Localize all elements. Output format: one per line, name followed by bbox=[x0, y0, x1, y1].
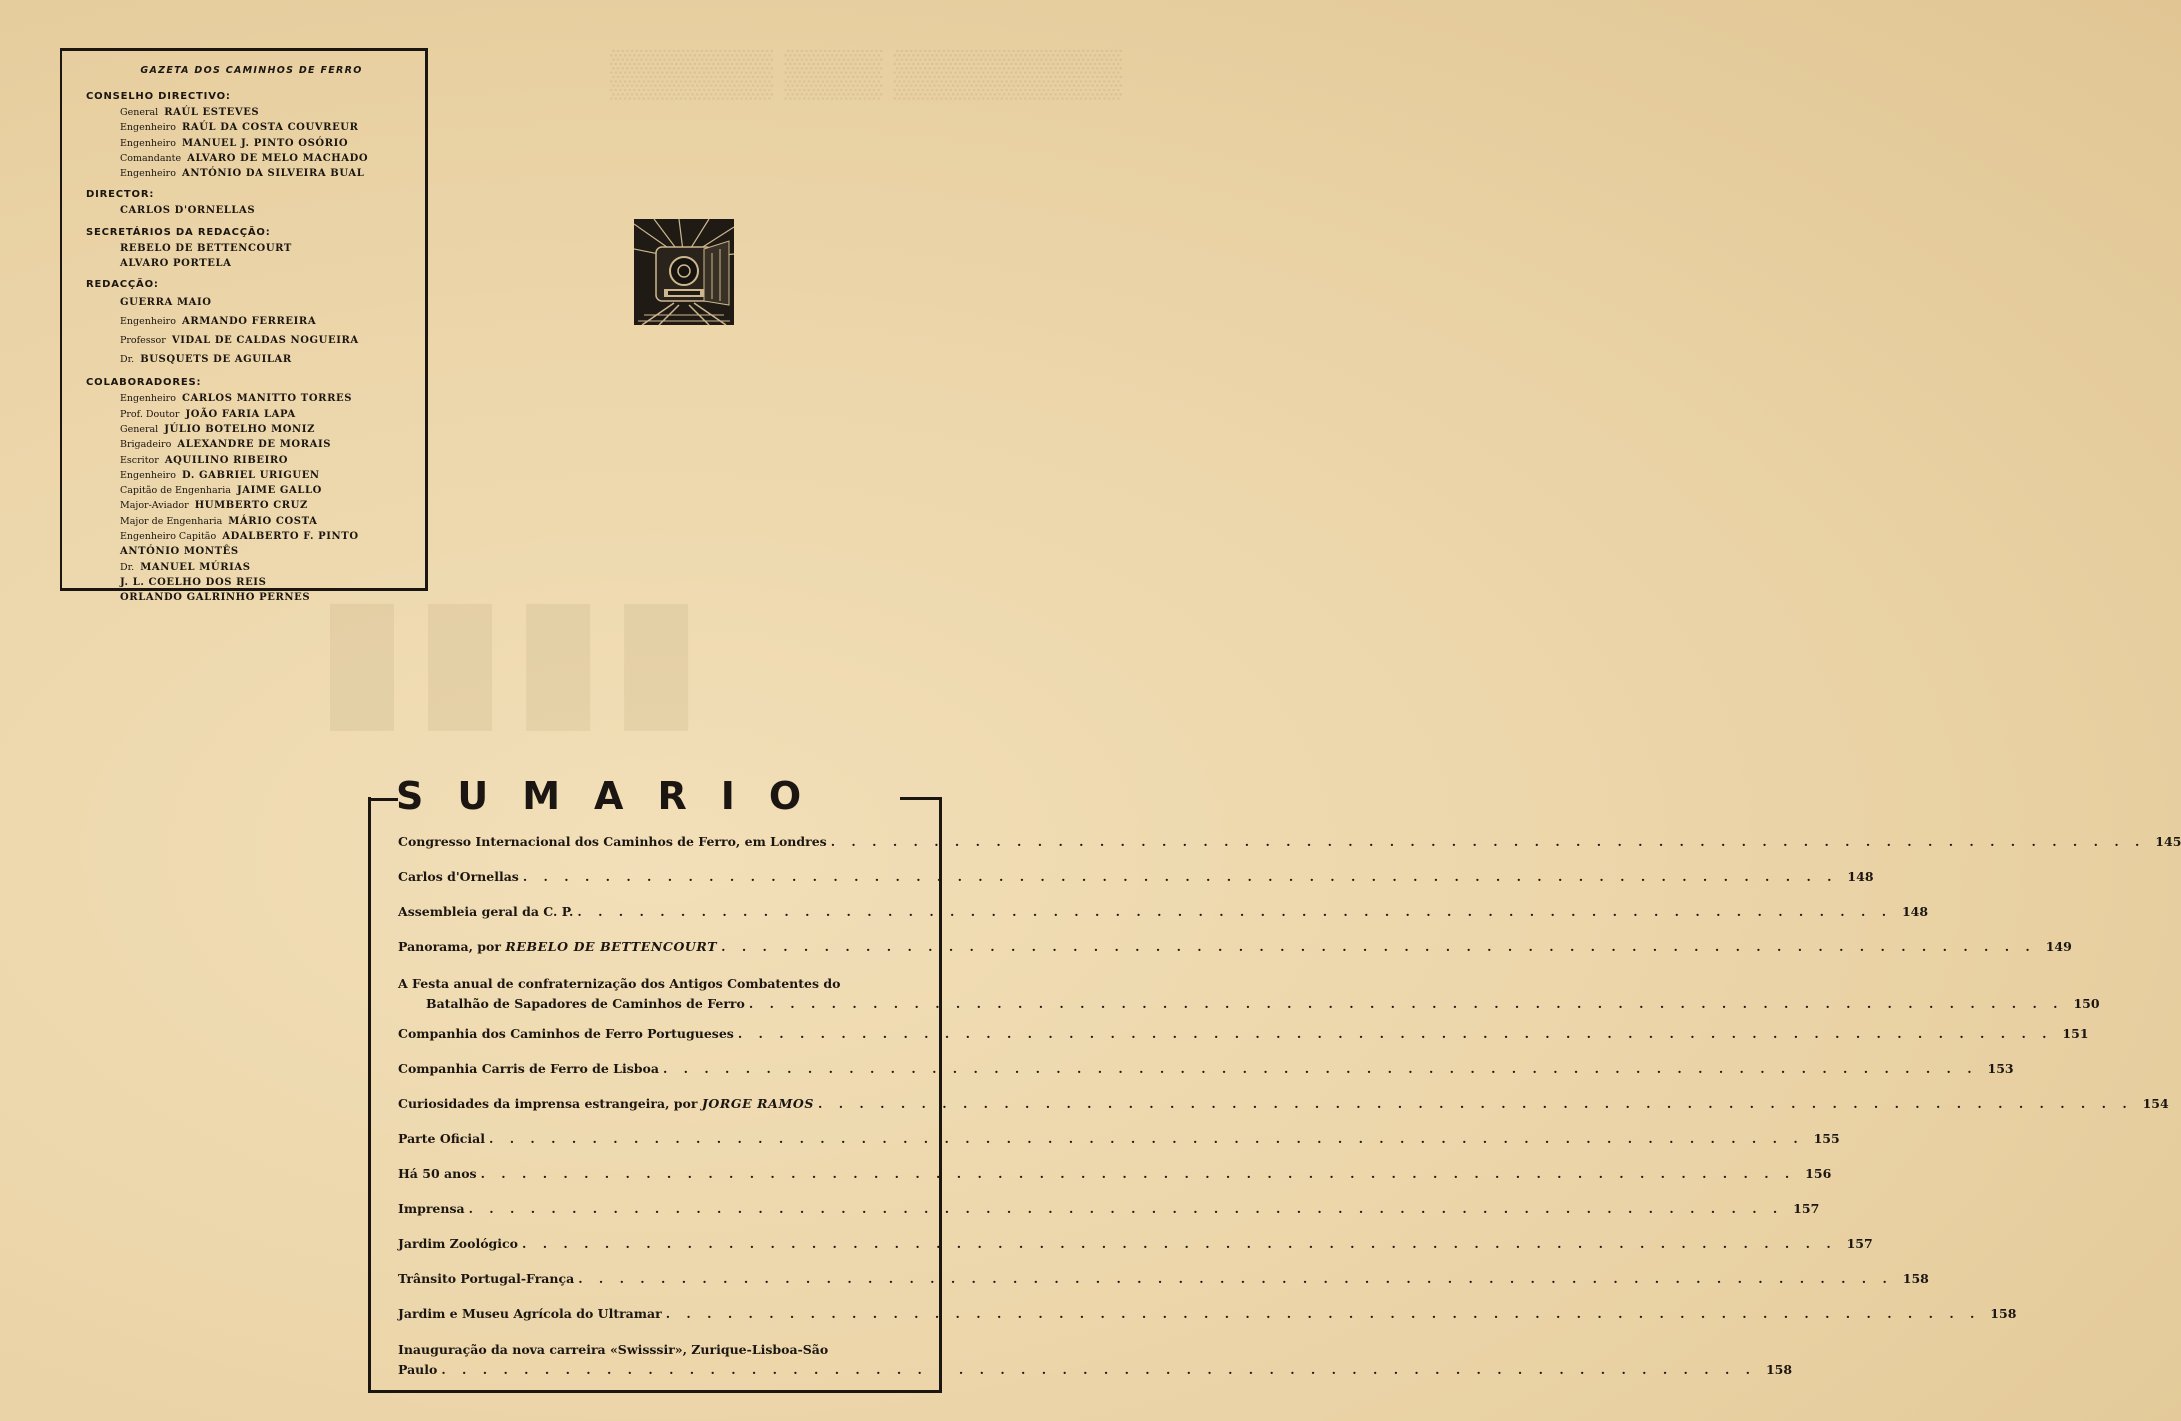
toc-entry bbox=[398, 1304, 2017, 1324]
person-name: MANUEL MÚRIAS bbox=[140, 561, 251, 573]
toc-entry-title: Imprensa bbox=[398, 1201, 465, 1216]
person-name: JÚLIO BOTELHO MONIZ bbox=[164, 423, 315, 435]
board-person bbox=[120, 151, 417, 166]
toc-dot-leader bbox=[523, 867, 1838, 887]
toc-page-number: 150 bbox=[2073, 996, 2100, 1011]
board-person bbox=[120, 120, 417, 135]
board-section-label: CONSELHO DIRECTIVO: bbox=[86, 91, 231, 102]
toc-entry-author: REBELO DE BETTENCOURT bbox=[505, 939, 718, 954]
person-role: Capitão de Engenharia bbox=[120, 485, 237, 497]
toc-entry bbox=[398, 1059, 2014, 1079]
board-person bbox=[120, 560, 417, 575]
toc-dot-leader bbox=[578, 1269, 1893, 1289]
person-name: ALVARO DE MELO MACHADO bbox=[187, 152, 369, 164]
toc-page-number: 149 bbox=[2045, 939, 2072, 954]
toc-entry bbox=[398, 1024, 2089, 1044]
toc-entry bbox=[398, 1199, 1820, 1219]
toc-dot-leader bbox=[577, 902, 1892, 922]
toc-entry-title: Jardim e Museu Agrícola do Ultramar bbox=[398, 1306, 662, 1321]
person-name: RAÚL ESTEVES bbox=[164, 107, 260, 118]
person-name: AQUILINO RIBEIRO bbox=[164, 454, 289, 466]
board-people-list bbox=[120, 293, 417, 369]
toc-entry-title-cont: Batalhão de Sapadores de Caminhos de Ferro bbox=[426, 996, 745, 1011]
toc-dot-leader bbox=[481, 1164, 1796, 1184]
board-person bbox=[120, 590, 417, 605]
toc-entry-title: Companhia Carris de Ferro de Lisboa bbox=[398, 1061, 659, 1076]
board-person bbox=[120, 293, 417, 312]
person-role: Engenheiro bbox=[120, 122, 182, 134]
board-person bbox=[120, 468, 417, 483]
person-name: JOÃO FARIA LAPA bbox=[185, 408, 296, 420]
board-person bbox=[120, 514, 417, 529]
toc-entry-title: A Festa anual de confraternização dos Antigos Combatentes do bbox=[398, 976, 841, 991]
toc-entry-title: Carlos d'Ornellas bbox=[398, 869, 519, 884]
summary-heading bbox=[368, 774, 942, 818]
board-section bbox=[86, 90, 417, 181]
toc-dot-leader bbox=[441, 1360, 1756, 1380]
summary-title: SUMARIO bbox=[396, 774, 836, 818]
toc-entry bbox=[398, 902, 1929, 922]
toc-entry bbox=[398, 1340, 1793, 1380]
editorial-board-box bbox=[60, 48, 428, 604]
toc-dot-leader bbox=[522, 1234, 1837, 1254]
board-sections bbox=[86, 90, 417, 606]
board-person bbox=[120, 136, 417, 151]
toc-page-number: 148 bbox=[1847, 869, 1874, 884]
person-role: Prof. Doutor bbox=[120, 408, 186, 420]
person-name: J. L. COELHO DOS REIS bbox=[120, 576, 267, 588]
toc-page-number: 158 bbox=[1902, 1271, 1929, 1286]
person-name: ADALBERTO F. PINTO bbox=[222, 531, 359, 543]
board-person bbox=[120, 166, 417, 181]
toc-dot-leader bbox=[749, 994, 2064, 1014]
board-people-list bbox=[120, 203, 417, 218]
board-people-list bbox=[120, 241, 417, 272]
board-person bbox=[120, 105, 417, 120]
person-name: JAIME GALLO bbox=[236, 485, 322, 497]
toc-entry bbox=[398, 1129, 1840, 1149]
board-person bbox=[120, 544, 417, 559]
person-role: Engenheiro Capitão bbox=[120, 531, 223, 543]
board-section bbox=[86, 188, 417, 218]
toc-dot-leader bbox=[663, 1059, 1978, 1079]
bleed-through-masthead: ▒▒▒▒▒ ▒▒▒ ▒▒▒▒▒▒▒ bbox=[610, 47, 1122, 98]
toc-entry-title: Panorama, por REBELO DE BETTENCOURT bbox=[398, 939, 718, 954]
toc-dot-leader bbox=[721, 937, 2036, 957]
toc-page-number: 157 bbox=[1846, 1236, 1873, 1251]
person-role: Comandante bbox=[120, 152, 188, 164]
toc-entry-title: Curiosidades da imprensa estrangeira, por JORGE RAMOS bbox=[398, 1096, 815, 1111]
locomotive-logo-icon bbox=[634, 219, 734, 325]
bleed-through-year: ▮▮▮▮ bbox=[318, 566, 711, 744]
board-people-list bbox=[120, 105, 417, 181]
board-person bbox=[120, 391, 417, 406]
toc-entry bbox=[398, 1234, 1873, 1254]
person-role: Dr. bbox=[120, 354, 141, 366]
toc-dot-leader bbox=[818, 1094, 2133, 1114]
board-person bbox=[120, 241, 417, 256]
board-person bbox=[120, 256, 417, 271]
person-name: ANTÓNIO DA SILVEIRA BUAL bbox=[181, 168, 365, 180]
board-person bbox=[120, 483, 417, 498]
toc-entry bbox=[398, 937, 2072, 957]
toc-page-number: 155 bbox=[1813, 1131, 1840, 1146]
board-person bbox=[120, 529, 417, 544]
person-role: Escritor bbox=[120, 454, 165, 466]
toc-dot-leader bbox=[831, 832, 2146, 852]
person-role: Major-Aviador bbox=[120, 500, 195, 512]
person-name: ARMANDO FERREIRA bbox=[181, 316, 317, 328]
person-role: Professor bbox=[120, 335, 172, 347]
toc-dot-leader bbox=[469, 1199, 1784, 1219]
board-person bbox=[120, 575, 417, 590]
toc-entry-title: Há 50 anos bbox=[398, 1166, 477, 1181]
toc-page-number: 158 bbox=[1990, 1306, 2017, 1321]
toc-page-number: 154 bbox=[2142, 1096, 2169, 1111]
board-section bbox=[86, 278, 417, 369]
person-name: ALEXANDRE DE MORAIS bbox=[177, 439, 332, 451]
board-person bbox=[120, 407, 417, 422]
person-name: D. GABRIEL URIGUEN bbox=[181, 469, 320, 481]
person-role: Engenheiro bbox=[120, 316, 182, 328]
toc-page-number: 156 bbox=[1805, 1166, 1832, 1181]
toc-entry-title: Companhia dos Caminhos de Ferro Portugueses bbox=[398, 1026, 734, 1041]
board-person bbox=[120, 312, 417, 331]
person-role: Brigadeiro bbox=[120, 439, 178, 451]
person-name: REBELO DE BETTENCOURT bbox=[120, 242, 292, 254]
person-name: RAÚL DA COSTA COUVREUR bbox=[181, 122, 359, 134]
toc-entry-author: JORGE RAMOS bbox=[701, 1096, 815, 1111]
board-section-label: REDACÇÃO: bbox=[86, 279, 159, 291]
toc-dot-leader bbox=[666, 1304, 1981, 1324]
board-person bbox=[120, 350, 417, 369]
toc-dot-leader bbox=[738, 1024, 2053, 1044]
toc-page-number: 148 bbox=[1901, 904, 1929, 919]
toc-entry-title: Inauguração da nova carreira «Swisssir», Zurique-Lisboa-São bbox=[398, 1342, 829, 1357]
person-name: BUSQUETS DE AGUILAR bbox=[140, 354, 292, 366]
board-section bbox=[86, 226, 417, 272]
toc-page-number: 157 bbox=[1793, 1201, 1820, 1216]
person-name: HUMBERTO CRUZ bbox=[194, 500, 308, 512]
person-role: Dr. bbox=[120, 561, 141, 573]
toc-entry-title-cont: Paulo bbox=[398, 1362, 438, 1377]
toc-entry bbox=[398, 1164, 1832, 1184]
person-name: MANUEL J. PINTO OSÓRIO bbox=[181, 137, 349, 149]
toc-entry-title: Congresso Internacional dos Caminhos de Ferro, em Londres bbox=[398, 834, 827, 849]
board-person bbox=[120, 203, 417, 218]
person-role: General bbox=[120, 107, 165, 118]
person-role: Major de Engenharia bbox=[120, 515, 229, 527]
toc-entry-title: Assembleia geral da C. P. bbox=[398, 904, 574, 919]
toc-entry bbox=[398, 832, 2181, 852]
summary-rule-left bbox=[368, 798, 398, 801]
board-person bbox=[120, 331, 417, 350]
board-person bbox=[120, 422, 417, 437]
person-name: CARLOS D'ORNELLAS bbox=[120, 205, 256, 217]
person-name: ALVARO PORTELA bbox=[120, 258, 232, 270]
toc-entry bbox=[398, 1269, 1929, 1289]
person-name: MÁRIO COSTA bbox=[228, 515, 318, 527]
toc-page-number: 153 bbox=[1987, 1061, 2014, 1076]
toc-entry-title: Parte Oficial bbox=[398, 1131, 486, 1146]
toc-entry bbox=[398, 1094, 2169, 1114]
board-person bbox=[120, 437, 417, 452]
board-section-label: COLABORADORES: bbox=[86, 377, 202, 389]
person-role: General bbox=[120, 423, 165, 435]
board-section-label: SECRETÁRIOS DA REDACÇÃO: bbox=[86, 226, 271, 238]
person-name: ANTÓNIO MONTÊS bbox=[120, 546, 239, 558]
board-title: GAZETA DOS CAMINHOS DE FERRO bbox=[140, 65, 363, 76]
toc-page-number: 145 bbox=[2155, 834, 2181, 849]
toc-entry-title: Jardim Zoológico bbox=[398, 1236, 518, 1251]
person-role: Engenheiro bbox=[120, 137, 182, 149]
person-role: Engenheiro bbox=[120, 469, 182, 481]
person-role: Engenheiro bbox=[120, 168, 182, 180]
board-section bbox=[86, 376, 417, 605]
toc-page-number: 151 bbox=[2062, 1026, 2089, 1041]
person-name: ORLANDO GALRINHO PERNES bbox=[120, 592, 311, 604]
person-name: CARLOS MANITTO TORRES bbox=[181, 393, 353, 405]
board-person bbox=[120, 498, 417, 513]
toc-entry bbox=[398, 867, 1874, 887]
person-name: VIDAL DE CALDAS NOGUEIRA bbox=[171, 335, 359, 347]
toc-page-number: 158 bbox=[1765, 1362, 1793, 1377]
board-person bbox=[120, 453, 417, 468]
toc-entry bbox=[398, 974, 2100, 1014]
person-name: GUERRA MAIO bbox=[120, 297, 212, 309]
toc-entry-title: Trânsito Portugal-França bbox=[398, 1271, 575, 1286]
board-section-label: DIRECTOR: bbox=[86, 189, 155, 201]
board-people-list bbox=[120, 391, 417, 605]
person-role: Engenheiro bbox=[120, 393, 182, 405]
toc-dot-leader bbox=[489, 1129, 1804, 1149]
